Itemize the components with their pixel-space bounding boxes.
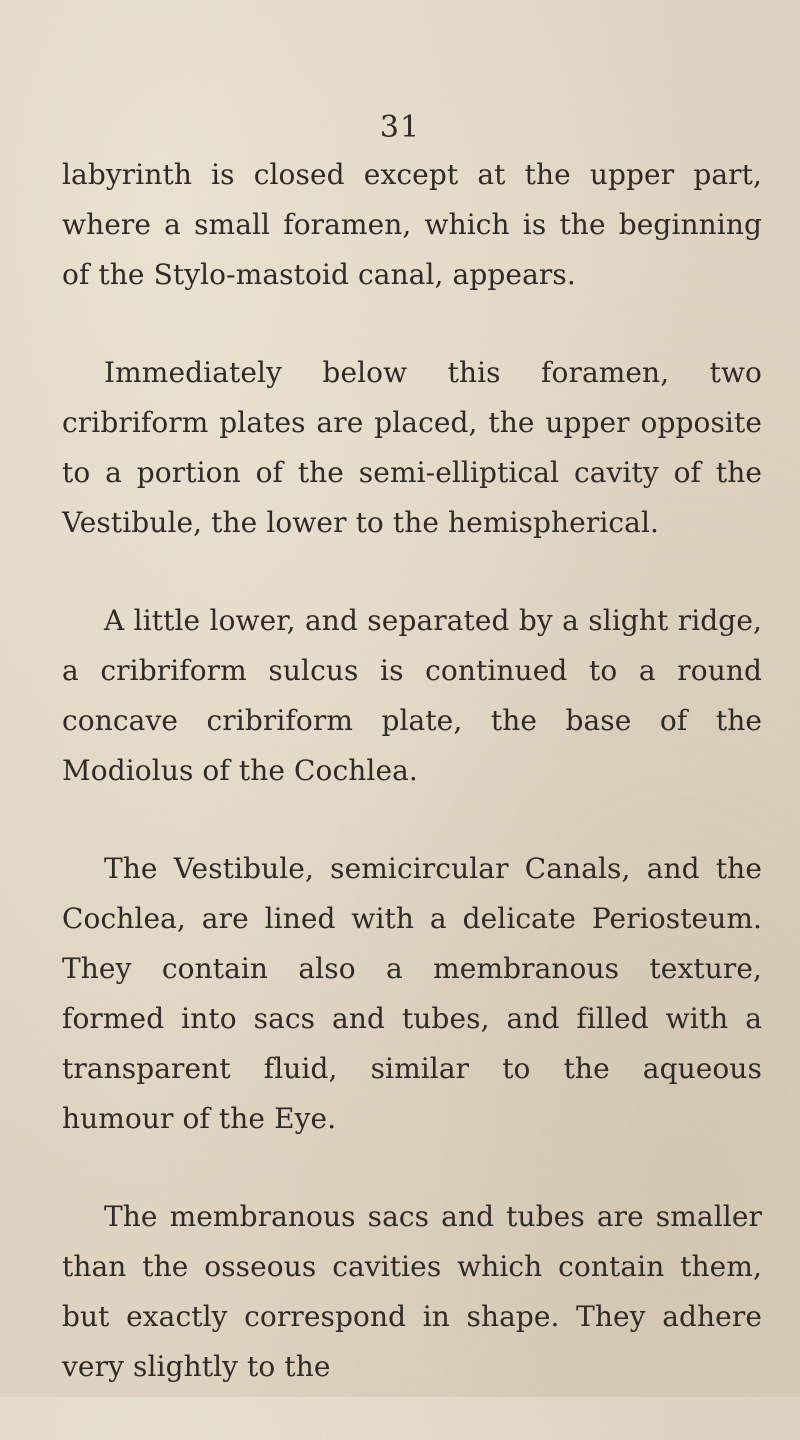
body-text (62, 150, 762, 1440)
paragraph-5: The membranous sacs and tubes are smaller than the osseous cavities which contain them, but exactly correspond in shape. They adhere very slightly to the (62, 1200, 762, 1383)
page-number: 31 (379, 110, 421, 145)
paragraph-2: Immediately below this foramen, two cribriform plates are placed, the upper opposite to a portion of the semi-elliptical cavity of the Vestibule, the lower to the hemispherical. (62, 356, 762, 539)
paragraph-4: The Vestibule, semicircular Canals, and the Cochlea, are lined with a delicate Periosteum. They contain also a membranous texture, formed into sacs and tubes, and filled with a transparent fluid, similar to the aqueous humour of the Eye. (62, 852, 762, 1135)
paragraph-3: A little lower, and separated by a slight ridge, a cribriform sulcus is continued to a round concave cribriform plate, the base of the Modiolus of the Cochlea. (62, 604, 762, 787)
paragraph-1: labyrinth is closed except at the upper part, where a small foramen, which is the beginning of the Stylo-mastoid canal, appears. (62, 158, 762, 291)
